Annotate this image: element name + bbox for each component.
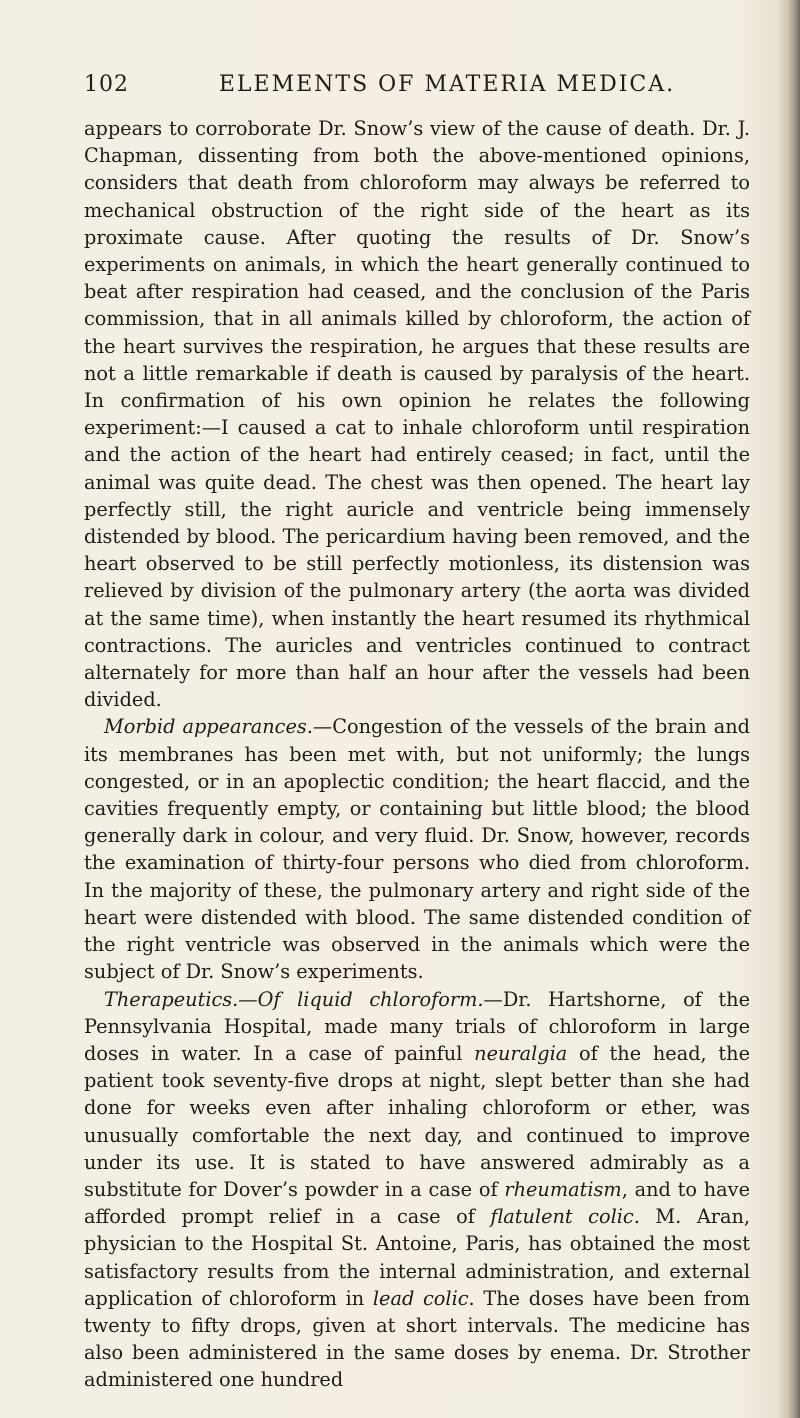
page-header xyxy=(84,72,750,102)
paragraph-3-text-a: —Dr. Hartshorne, of the Pennsylvania Hospital, made many trials of chloroform in large doses in water. In a case of painful xyxy=(84,987,750,1065)
running-title: ELEMENTS OF MATERIA MEDICA. xyxy=(218,72,676,97)
section-heading-morbid-appearances: Morbid appearances. xyxy=(104,715,313,739)
paragraph-1: appears to corroborate Dr. Snow’s view of the cause of death. Dr. J. Chapman, dissenting from both the above-mentioned opinions, considers that death from chloroform may always be referred to mechanical obstruction of the right side of the heart as its proximate cause. After quoting the results of Dr. Snow’s experiments on animals, in which the heart generally continued to beat after respiration had ceased, and the conclusion of the Paris commission, that in all animals killed by chloroform, the action of the heart survives the respiration, he argues that these results are not a little remarkable if death is caused by paralysis of the heart. In confirmation of his own opinion he relates the following experiment:—I caused a cat to inhale chloroform until respiration and the action of the heart had entirely ceased; in fact, until the animal was quite dead. The chest was then opened. The heart lay perfectly still, the right auricle and ventricle being immensely distended by blood. The pericardium having been removed, and the heart observed to be still perfectly motionless, its distension was relieved by division of the pulmonary artery (the aorta was divided at the same time), when instantly the heart resumed its rhythmical contractions. The auricles and ventricles continued to contract alternately for more than half an hour after the vessels had been divided. xyxy=(84,117,750,712)
term-rheumatism: rheumatism xyxy=(504,1177,622,1201)
paragraph-3-text-c: , and to have afforded prompt relief in a case of xyxy=(84,1177,750,1229)
paragraph-morbid-appearances xyxy=(84,713,750,985)
page-edge-shadow xyxy=(778,0,800,1418)
paragraph-2-text: —Congestion of the vessels of the brain and its membranes has been met with, but not uniformly; the lungs congested, or in an apoplectic condition; the heart flaccid, and the cavities frequently empty, or containing but little blood; the blood generally dark in colour, and very fluid. Dr. Snow, however, records the examination of thirty-four persons who died from chloroform. In the majority of these, the pulmonary artery and right side of the heart were distended with blood. The same distended condition of the right ventricle was observed in the animals which were the subject of Dr. Snow’s experiments. xyxy=(84,715,751,984)
paragraph-3-text-e: . The doses have been from twenty to fifty drops, given at short intervals. The medicine has also been administered in the same doses by enema. Dr. Strother administered one hundred xyxy=(84,1286,750,1392)
term-lead-colic: lead colic xyxy=(372,1286,469,1310)
paragraph-3-text-b: of the head, the patient took seventy-five drops at night, slept better than she had done for weeks even after inhaling chloroform or ether, was unusually comfortable the next day, and continued to improve under its use. It is stated to have answered admirably as a substitute for Dover’s powder in a case of xyxy=(84,1041,750,1201)
section-heading-therapeutics: Therapeutics.—Of liquid chloroform. xyxy=(104,987,484,1011)
body-text xyxy=(84,115,750,1394)
paragraph-3-text-d: . M. Aran, physician to the Hospital St. Antoine, Paris, has obtained the most satisfactory results from the internal administration, and external application of chloroform in xyxy=(84,1205,750,1310)
paragraph-therapeutics xyxy=(84,986,750,1394)
page-number: 102 xyxy=(84,72,129,97)
term-flatulent-colic: flatulent colic xyxy=(490,1205,634,1229)
term-neuralgia: neuralgia xyxy=(474,1041,568,1065)
